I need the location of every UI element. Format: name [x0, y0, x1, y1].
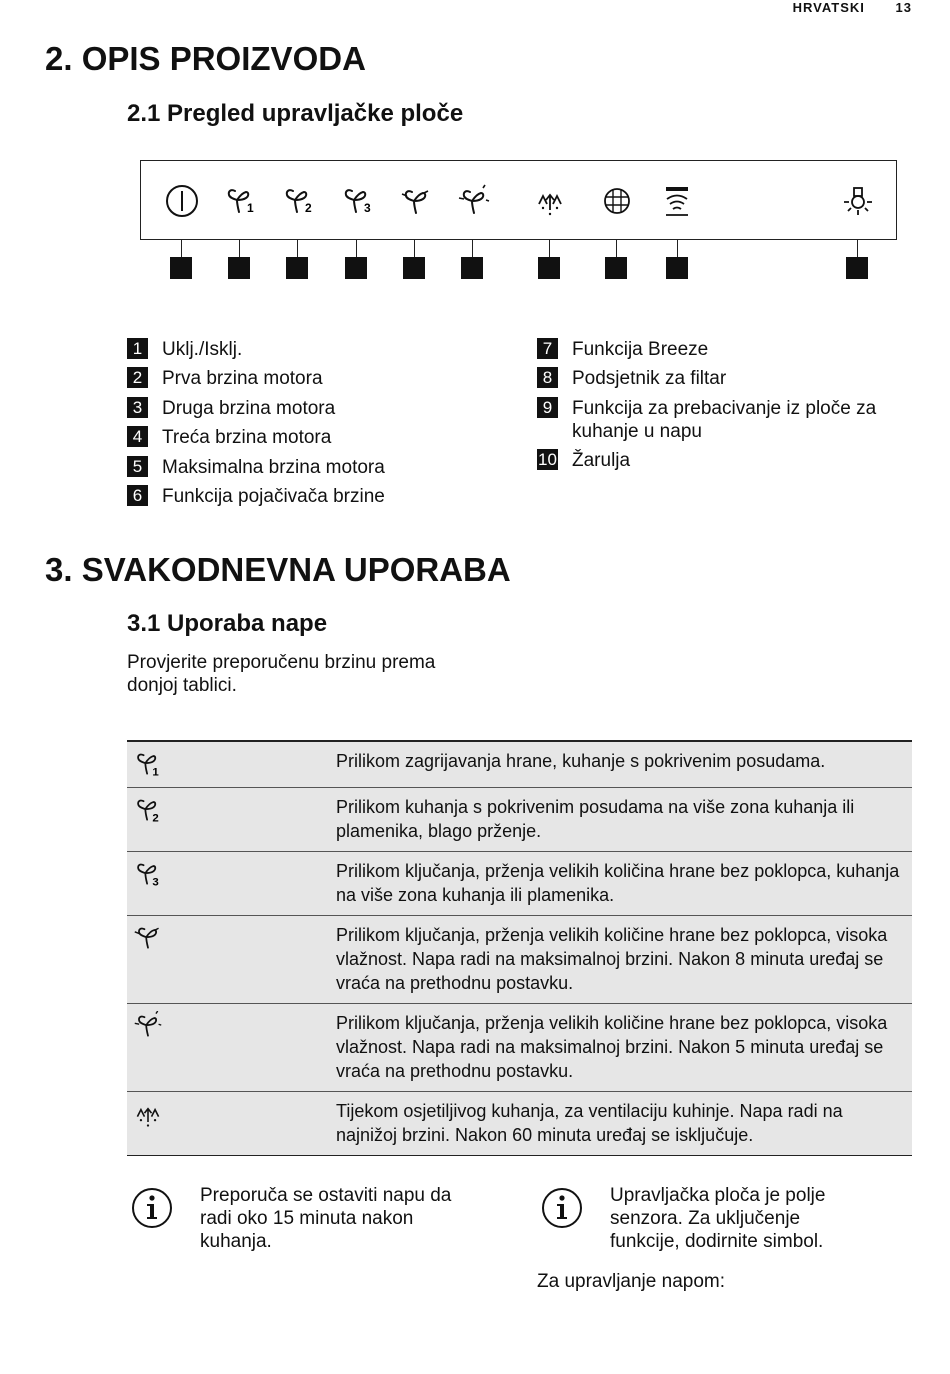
legend-label: Treća brzina motora	[162, 427, 332, 448]
legend-item	[127, 426, 502, 449]
leader-line	[297, 240, 298, 258]
fan-speed-3-icon	[133, 859, 163, 889]
legend-item	[127, 338, 502, 361]
fan-speed-1-icon	[133, 749, 163, 779]
legend-number: 4	[127, 426, 148, 447]
table-row	[127, 916, 912, 1004]
callout-marker-7	[538, 257, 560, 279]
info-icon	[131, 1187, 173, 1229]
speed-recommendation-table	[127, 740, 912, 1156]
lamp-icon	[841, 184, 875, 218]
note-text: Preporuča se ostaviti napu da radi oko 15 minuta nakon kuhanja.	[200, 1185, 452, 1252]
legend-label: Maksimalna brzina motora	[162, 457, 385, 478]
leader-line	[549, 240, 550, 258]
table-icon-cell	[127, 852, 336, 916]
legend-item	[537, 338, 912, 361]
table-row	[127, 788, 912, 852]
callout-marker-3	[286, 257, 308, 279]
legend-item	[127, 485, 502, 508]
table-row	[127, 1092, 912, 1156]
leader-line	[616, 240, 617, 258]
legend-item	[127, 367, 502, 390]
power-icon	[165, 184, 199, 218]
fan-boost-icon	[456, 184, 490, 218]
leader-line	[677, 240, 678, 258]
table-icon-cell	[127, 916, 336, 1004]
leader-line	[356, 240, 357, 258]
hob2hood-icon	[660, 184, 694, 218]
legend-label: Druga brzina motora	[162, 398, 336, 419]
callout-marker-6	[461, 257, 483, 279]
table-description: Prilikom kuhanja s pokrivenim posudama na više zona kuhanja ili plamenika, blago prženje.	[336, 797, 855, 841]
svg-text:3: 3	[364, 201, 371, 215]
page-number: 13	[895, 0, 912, 15]
legend-item	[127, 456, 502, 479]
legend-label: Žarulja	[572, 450, 631, 471]
legend-number: 9	[537, 397, 558, 418]
callout-marker-2	[228, 257, 250, 279]
subsection-title-hood-use: 3.1 Uporaba nape	[127, 610, 328, 637]
legend-label: Funkcija pojačivača brzine	[162, 486, 385, 507]
callout-marker-9	[666, 257, 688, 279]
legend-item	[537, 367, 912, 390]
filter-reminder-icon	[600, 184, 634, 218]
leader-line	[472, 240, 473, 258]
svg-text:2: 2	[305, 201, 312, 215]
leader-line	[414, 240, 415, 258]
leader-line	[857, 240, 858, 258]
table-icon-cell	[127, 741, 336, 788]
fan-speed-1-icon	[223, 184, 257, 218]
callout-marker-10	[846, 257, 868, 279]
callout-marker-5	[403, 257, 425, 279]
section-title-product-description: 2. OPIS PROIZVODA	[45, 40, 366, 77]
table-description: Prilikom zagrijavanja hrane, kuhanje s pokrivenim posudama.	[336, 751, 826, 771]
svg-text:2: 2	[152, 812, 159, 825]
callout-marker-4	[345, 257, 367, 279]
legend-number: 8	[537, 367, 558, 388]
note-text: Upravljačka ploča je polje senzora. Za uključenje funkcije, dodirnite simbol.	[610, 1185, 826, 1252]
legend-number: 5	[127, 456, 148, 477]
svg-text:1: 1	[152, 766, 159, 779]
legend-number: 1	[127, 338, 148, 359]
table-row	[127, 741, 912, 788]
legend-item	[537, 449, 912, 472]
fan-max-speed-icon	[398, 184, 432, 218]
legend-number: 6	[127, 485, 148, 506]
fan-speed-2-icon	[281, 184, 315, 218]
fan-speed-2-icon	[133, 795, 163, 825]
table-icon-cell	[127, 1092, 336, 1156]
svg-text:1: 1	[247, 201, 254, 215]
legend-number: 3	[127, 397, 148, 418]
table-description: Prilikom ključanja, prženja velikih količine hrane bez poklopca, visoka vlažnost. Napa radi na maksimalnoj brzini. Nakon 5 minuta uređaj se vraća na prethodnu postavku.	[336, 1013, 888, 1081]
legend-label: Funkcija za prebacivanje iz ploče za kuhanje u napu	[572, 398, 877, 442]
breeze-icon	[533, 184, 567, 218]
footer-paragraph: Za upravljanje napom:	[537, 1271, 725, 1292]
callout-marker-1	[170, 257, 192, 279]
page-header	[793, 0, 912, 15]
legend-item	[537, 397, 912, 443]
info-icon	[541, 1187, 583, 1229]
fan-boost-icon	[133, 1011, 163, 1041]
legend-label: Podsjetnik za filtar	[572, 368, 727, 389]
control-panel-diagram	[140, 160, 897, 240]
legend-label: Funkcija Breeze	[572, 339, 709, 360]
table-row	[127, 852, 912, 916]
legend-label: Uklj./Isklj.	[162, 339, 243, 360]
legend-number: 2	[127, 367, 148, 388]
table-icon-cell	[127, 788, 336, 852]
table-description: Prilikom ključanja, prženja velikih količine hrane bez poklopca, visoka vlažnost. Napa radi na maksimalnoj brzini. Nakon 8 minuta uređaj se vraća na prethodnu postavku.	[336, 925, 888, 993]
leader-line	[239, 240, 240, 258]
svg-text:3: 3	[152, 876, 159, 889]
subsection-title-control-panel: 2.1 Pregled upravljačke ploče	[127, 100, 464, 127]
section-title-daily-use: 3. SVAKODNEVNA UPORABA	[45, 551, 511, 588]
table-icon-cell	[127, 1004, 336, 1092]
table-description: Tijekom osjetiljivog kuhanja, za ventilaciju kuhinje. Napa radi na najnižoj brzini. Nakon 60 minuta uređaj se isključuje.	[336, 1101, 843, 1145]
legend-number: 10	[538, 450, 557, 469]
intro-paragraph: Provjerite preporučenu brzinu prema donjoj tablici.	[127, 652, 436, 696]
fan-speed-3-icon	[340, 184, 374, 218]
legend-number: 7	[537, 338, 558, 359]
legend-label: Prva brzina motora	[162, 368, 323, 389]
callout-marker-8	[605, 257, 627, 279]
fan-max-speed-icon	[133, 923, 163, 953]
table-row	[127, 1004, 912, 1092]
legend-item	[127, 397, 502, 420]
leader-line	[181, 240, 182, 258]
breeze-icon	[133, 1099, 163, 1129]
header-language: HRVATSKI	[792, 0, 865, 15]
table-description: Prilikom ključanja, prženja velikih količina hrane bez poklopca, kuhanja na više zona kuhanja ili plamenika.	[336, 861, 900, 905]
